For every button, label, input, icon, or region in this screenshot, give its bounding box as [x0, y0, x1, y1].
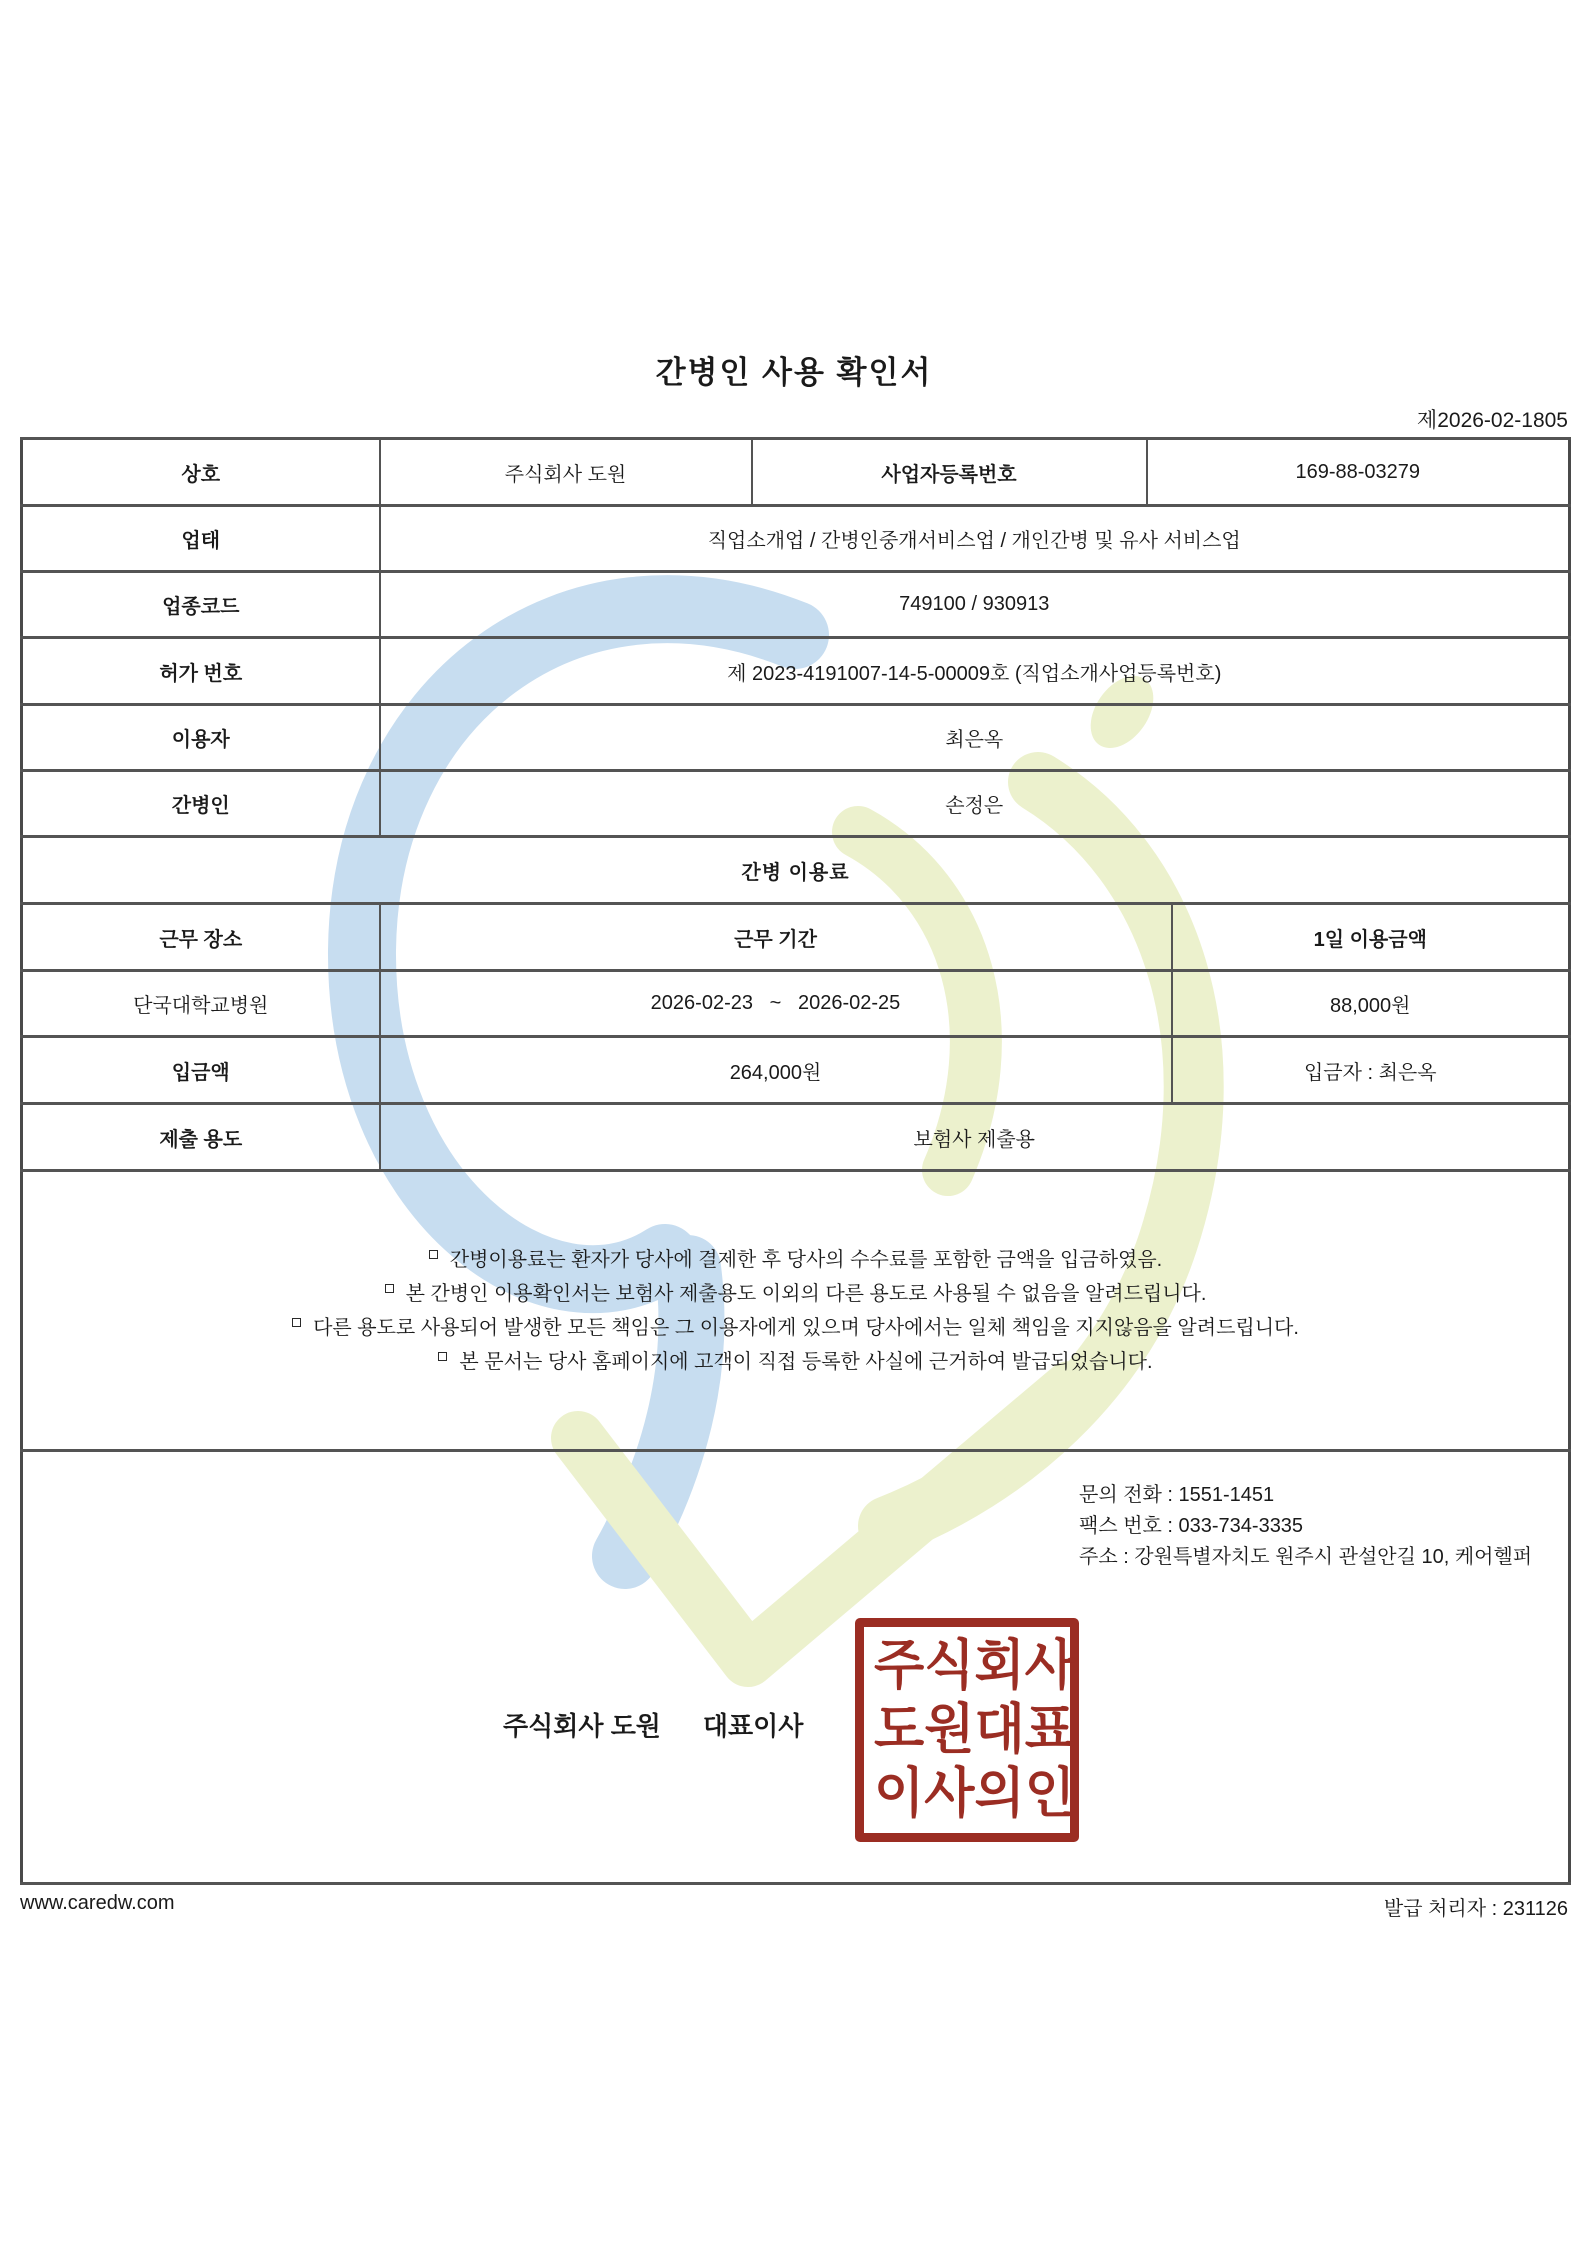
fee-header-row — [22, 904, 1570, 971]
footer-website: www.caredw.com — [20, 1892, 175, 1914]
biz-reg-value: 169-88-03279 — [1147, 439, 1570, 506]
note-text: 본 간병인 이용확인서는 보험사 제출용도 이외의 다른 용도로 사용될 수 없음을 알려드립니다. — [405, 1282, 1207, 1305]
note-text: 본 문서는 당사 홈페이지에 고객이 직접 등록한 사실에 근거하여 발급되었습니다. — [459, 1350, 1153, 1373]
business-type-label: 업태 — [22, 506, 380, 572]
note-item — [29, 1345, 1562, 1379]
table-row — [22, 638, 1570, 705]
daily-fee-value: 88,000원 — [1172, 971, 1570, 1037]
table-row — [22, 506, 1570, 572]
table-row — [22, 572, 1570, 638]
fee-section-title: 간병 이용료 — [22, 837, 1570, 904]
purpose-label: 제출 용도 — [22, 1104, 380, 1171]
seal-text-row: 도 원 대 표 — [874, 1699, 1075, 1761]
note-text: 다른 용도로 사용되어 발생한 모든 책임은 그 이용자에게 있으며 당사에서는 일체 책임을 지지않음을 알려드립니다. — [313, 1316, 1299, 1339]
contact-phone: 문의 전화 : 1551-1451 — [1079, 1484, 1275, 1506]
square-bullet-icon — [292, 1318, 301, 1327]
company-name-label: 상호 — [22, 439, 380, 506]
signature-role: 대표이사 — [702, 1711, 804, 1741]
business-type-value: 직업소개업 / 간병인중개서비스업 / 개인간병 및 유사 서비스업 — [380, 506, 1570, 572]
footer-issuer: 발급 처리자 : 231126 — [1383, 1898, 1568, 1920]
industry-code-label: 업종코드 — [22, 572, 380, 638]
work-period-label: 근무 기간 — [380, 904, 1172, 971]
user-label: 이용자 — [22, 705, 380, 771]
square-bullet-icon — [429, 1250, 438, 1259]
purpose-row — [22, 1104, 1570, 1171]
depositor-cell — [1172, 1037, 1570, 1104]
notes-block — [22, 1171, 1570, 1451]
caregiver-value: 손정은 — [380, 771, 1570, 837]
work-period-value: 2026-02-23 ~ 2026-02-25 — [380, 971, 1172, 1037]
section-header-row — [22, 837, 1570, 904]
note-item — [29, 1277, 1562, 1311]
fee-data-row — [22, 971, 1570, 1037]
user-value: 최은옥 — [380, 705, 1570, 771]
deposit-label: 입금액 — [22, 1037, 380, 1104]
depositor-label: 입금자 — [1303, 1061, 1362, 1084]
industry-code-value: 749100 / 930913 — [380, 572, 1570, 638]
permit-number-value: 제 2023-4191007-14-5-00009호 (직업소개사업등록번호) — [380, 638, 1570, 705]
biz-reg-label: 사업자등록번호 — [752, 439, 1147, 506]
deposit-row — [22, 1037, 1570, 1104]
signature-company-name: 주식회사 도원 — [503, 1711, 661, 1741]
confirmation-table — [20, 437, 1571, 1885]
note-item — [29, 1243, 1562, 1277]
square-bullet-icon — [385, 1284, 394, 1293]
purpose-value: 보험사 제출용 — [380, 1104, 1570, 1171]
corporate-seal-stamp — [855, 1618, 1079, 1842]
company-name-value: 주식회사 도원 — [380, 439, 752, 506]
work-place-label: 근무 장소 — [22, 904, 380, 971]
square-bullet-icon — [438, 1352, 447, 1361]
note-text: 간병이용료는 환자가 당사에 결제한 후 당사의 수수료를 포함한 금액을 입금하였음. — [449, 1248, 1163, 1271]
document-number: 제2026-02-1805 — [1416, 409, 1568, 432]
seal-text-row: 주 식 회 사 — [874, 1635, 1075, 1697]
table-row — [22, 439, 1570, 506]
deposit-value: 264,000원 — [380, 1037, 1172, 1104]
caregiver-label: 간병인 — [22, 771, 380, 837]
note-item — [29, 1311, 1562, 1345]
table-row — [22, 771, 1570, 837]
contact-fax: 팩스 번호 : 033-734-3335 — [1079, 1515, 1304, 1537]
notes-row — [22, 1171, 1570, 1451]
signature-block — [22, 1451, 1570, 1884]
permit-number-label: 허가 번호 — [22, 638, 380, 705]
company-signature-line — [503, 1706, 803, 1743]
signature-row — [22, 1451, 1570, 1884]
seal-text-row: 이 사 의 인 — [874, 1763, 1075, 1825]
contact-address: 주소 : 강원특별자치도 원주시 관설안길 10, 케어헬퍼 — [1079, 1546, 1533, 1568]
contact-info — [1079, 1480, 1532, 1573]
page-title: 간병인 사용 확인서 — [655, 355, 933, 390]
work-place-value: 단국대학교병원 — [22, 971, 380, 1037]
depositor-name: : 최은옥 — [1361, 1061, 1437, 1084]
table-row — [22, 705, 1570, 771]
daily-fee-label: 1일 이용금액 — [1172, 904, 1570, 971]
